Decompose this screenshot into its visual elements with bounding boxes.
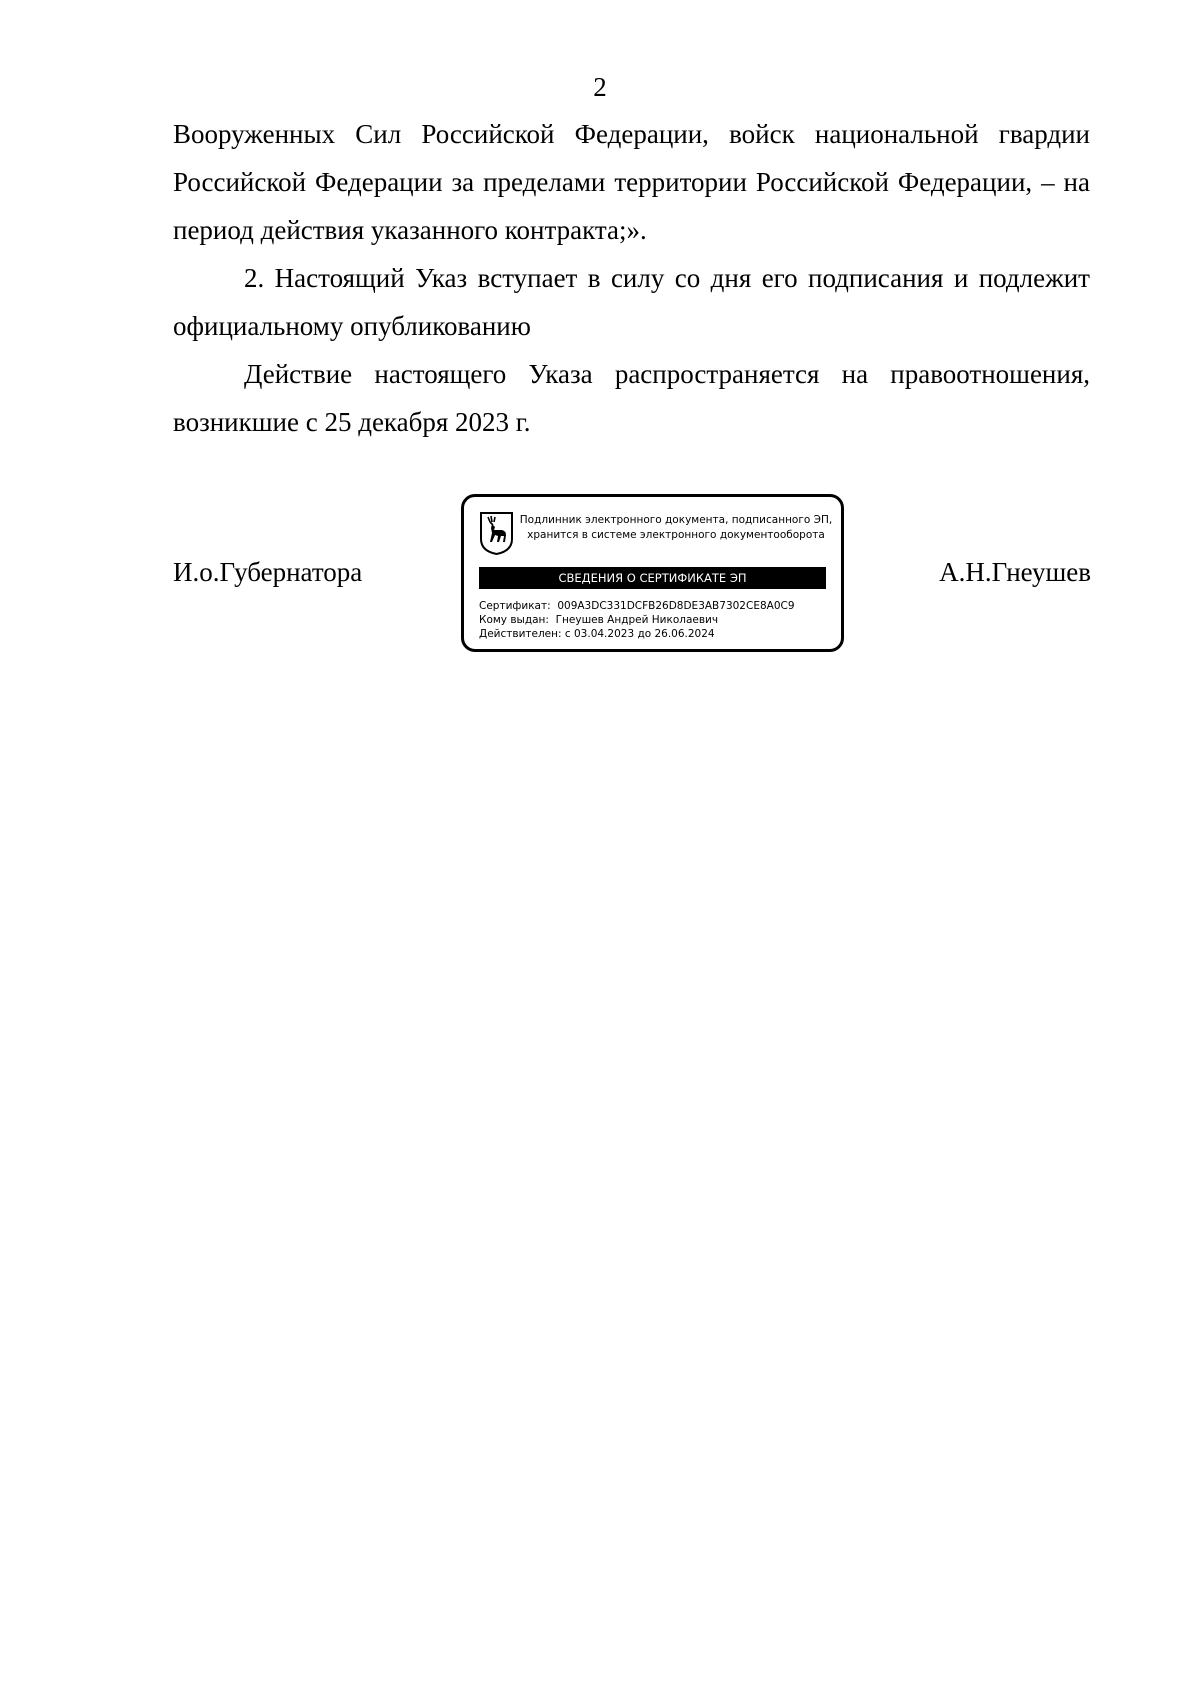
certificate-value: 009A3DC331DCFB26D8DE3AB7302CE8A0C9: [557, 600, 795, 612]
certificate-row: [479, 599, 795, 613]
stamp-header: СВЕДЕНИЯ О СЕРТИФИКАТЕ ЭП: [479, 567, 826, 589]
issued-to-value: Гнеушев Андрей Николаевич: [555, 614, 719, 626]
stamp-note-line: Подлинник электронного документа, подписанного ЭП,: [519, 514, 833, 526]
paragraph-legal-effect: Действие настоящего Указа распространяется на правоотношения, возникшие с 25 декабря 2023 г.: [173, 359, 1090, 437]
document-body: [173, 110, 1090, 446]
paragraph-continuation: Вооруженных Сил Российской Федерации, войск национальной гвардии Российской Федерации за пределами территории Российской Федерации, – на период действия указанного контракта;».: [173, 119, 1090, 245]
deer-coat-of-arms-icon: [479, 511, 514, 555]
signatory-name: А.Н.Гнеушев: [939, 557, 1091, 587]
certificate-label: Сертификат:: [479, 600, 551, 612]
page-number: 2: [593, 72, 607, 102]
valid-label: Действителен:: [479, 628, 562, 640]
paragraph-effective-date: 2. Настоящий Указ вступает в силу со дня его подписания и подлежит официальному опубликованию: [173, 263, 1090, 341]
valid-value: с 03.04.2023 до 26.06.2024: [564, 628, 715, 640]
signatory-position: И.о.Губернатора: [173, 557, 363, 587]
certificate-details: [479, 599, 795, 641]
electronic-signature-stamp: [461, 494, 844, 652]
stamp-note: [517, 513, 835, 543]
issued-to-row: [479, 613, 795, 627]
valid-row: [479, 627, 795, 641]
issued-to-label: Кому выдан:: [479, 614, 549, 626]
stamp-note-line: хранится в системе электронного документооборота: [527, 529, 825, 541]
